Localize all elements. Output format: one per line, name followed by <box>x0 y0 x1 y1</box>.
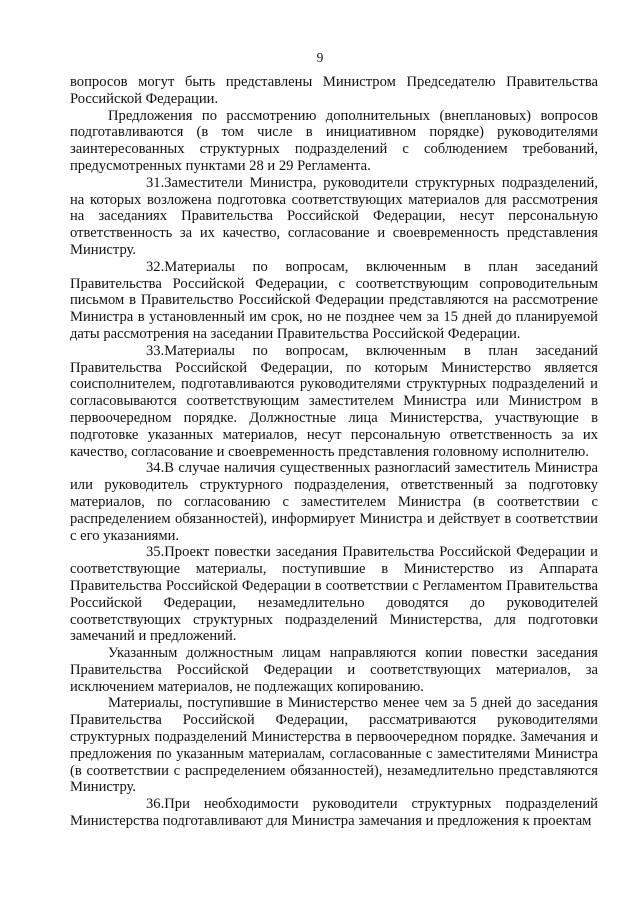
paragraph-text: В случае наличия существенных разногласий заместитель Министра или руководитель структурного подразделения, ответственный за подготовку материалов, по согласованию с заместителем Министра (в соответствии с распределением обязанностей), информирует Министра и действует в соответствии с его указаниями. <box>70 460 598 544</box>
numbered-paragraph <box>70 259 598 343</box>
page-number: 9 <box>316 50 324 65</box>
paragraph <box>70 695 598 796</box>
numbered-paragraph <box>70 343 598 461</box>
paragraph-number: 32. <box>146 258 165 275</box>
paragraph-number: 31. <box>146 174 165 191</box>
paragraph-number: 36. <box>146 796 165 813</box>
numbered-paragraph <box>70 175 598 259</box>
paragraph-number: 35. <box>146 544 165 561</box>
document-body <box>70 74 598 830</box>
numbered-paragraph <box>70 460 598 544</box>
paragraph-number: 34. <box>146 460 165 477</box>
paragraph-text: вопросов могут быть представлены Министром Председателю Правительства Российской Федерации. <box>70 74 598 107</box>
paragraph-text: Проект повестки заседания Правительства Российской Федерации и соответствующие материалы, поступившие в Министерство из Аппарата Правительства Российской Федерации в соответствии с Регламентом Правительства Российской Федерации, незамедлительно доводятся до руководителей соответствующих структурных подразделений Министерства, для подготовки замечаний и предложений. <box>70 544 598 645</box>
paragraph-text: При необходимости руководители структурных подразделений Министерства подготавливают для Министра замечания и предложения к проектам <box>70 796 598 830</box>
paragraph-text: Материалы по вопросам, включенным в план заседаний Правительства Российской Федерации, по которым Министерство является соисполнителем, подготавливаются руководителями структурных подразделений и согласовываются соответствующим заместителем Министра или Министром в первоочередном порядке. Должностные лица Министерства, участвующие в подготовке указанных материалов, несут персональную ответственность за их качество, согласование и своевременность представления головному исполнителю. <box>70 342 598 460</box>
paragraph-text: Заместители Министра, руководители структурных подразделений, на которых возложена подготовка соответствующих материалов для рассмотрения на заседаниях Правительства Российской Федерации, несут персональную ответственность за их качество, согласование и своевременность представления Министру. <box>70 174 598 258</box>
numbered-paragraph <box>70 544 598 645</box>
paragraph <box>70 108 598 175</box>
paragraph-text: Материалы, поступившие в Министерство менее чем за 5 дней до заседания Правительства Российской Федерации, рассматриваются руководителями структурных подразделений Министерства в первоочередном порядке. Замечания и предложения по указанным материалам, согласованные с заместителями Министра (в соответствии с распределением обязанностей), незамедлительно представляются Министру. <box>70 695 598 796</box>
paragraph-text: Материалы по вопросам, включенным в план заседаний Правительства Российской Федерации, с соответствующим сопроводительным письмом в Правительство Российской Федерации представляются на рассмотрение Министра в установленный им срок, но не позднее чем за 15 дней до планируемой даты рассмотрения на заседании Правительства Российской Федерации. <box>70 258 598 342</box>
paragraph-text: Указанным должностным лицам направляются копии повестки заседания Правительства Российской Федерации и соответствующих материалов, за исключением материалов, не подлежащих копированию. <box>70 645 598 695</box>
paragraph <box>70 74 598 108</box>
numbered-paragraph <box>70 796 598 830</box>
paragraph-text: Предложения по рассмотрению дополнительных (внеплановых) вопросов подготавливаются (в том числе в инициативном порядке) руководителями заинтересованных структурных подразделений с соблюдением требований, предусмотренных пунктами 28 и 29 Регламента. <box>70 107 598 174</box>
paragraph <box>70 645 598 695</box>
paragraph-number: 33. <box>146 342 165 359</box>
